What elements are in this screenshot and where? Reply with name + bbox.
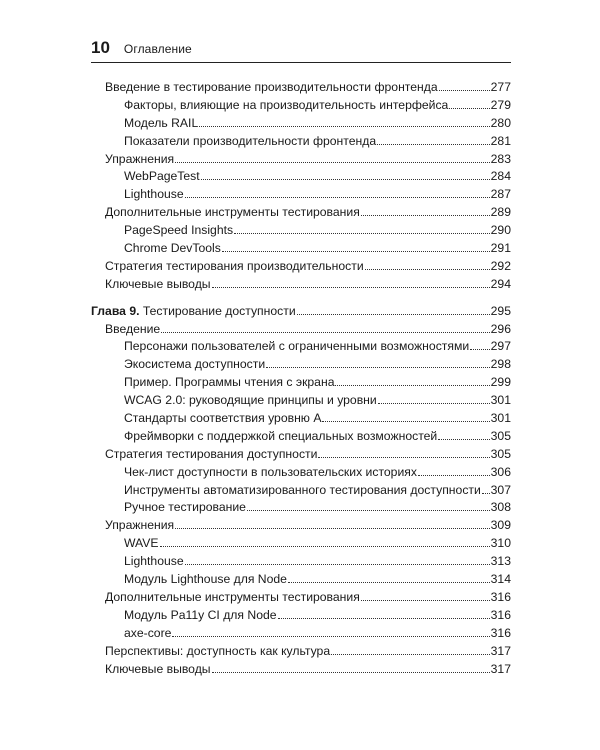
toc-entry-title: Экосистема доступности xyxy=(124,357,266,372)
toc-page-number: 291 xyxy=(490,241,511,256)
toc-subsection-entry xyxy=(91,98,511,116)
dot-leader xyxy=(201,179,490,180)
toc-subsection-entry xyxy=(91,223,511,241)
toc-page-number: 316 xyxy=(490,589,511,604)
toc-page-number: 290 xyxy=(490,223,511,238)
toc-entry-title: WCAG 2.0: руководящие принципы и уровни xyxy=(124,393,377,408)
dot-leader xyxy=(377,144,490,145)
dot-leader xyxy=(449,108,489,109)
toc-entry-title: Модуль Pa11y CI для Node xyxy=(124,607,277,622)
toc-entry-title: Lighthouse xyxy=(124,187,184,202)
toc-page-number: 313 xyxy=(490,554,511,569)
toc-subsection-entry xyxy=(91,572,511,590)
toc-entry-title: WebPageTest xyxy=(124,169,200,184)
dot-leader xyxy=(161,332,489,333)
toc-entry-title: Ключевые выводы xyxy=(105,276,211,291)
toc-section-entry xyxy=(91,205,511,223)
toc-subsection-entry xyxy=(91,483,511,501)
toc-entry-title: Дополнительные инструменты тестирования xyxy=(105,589,360,604)
toc-entry-title: Ключевые выводы xyxy=(105,661,211,676)
toc-page-number: 307 xyxy=(490,482,511,497)
page-header xyxy=(91,38,511,60)
toc-page-number: 294 xyxy=(490,276,511,291)
toc-page-number: 317 xyxy=(490,643,511,658)
toc-subsection-entry xyxy=(91,554,511,572)
toc-entry-title: axe-core xyxy=(124,625,172,640)
dot-leader xyxy=(234,233,490,234)
toc-subsection-entry xyxy=(91,357,511,375)
toc-entry-title: Введение в тестирование производительности фронтенда xyxy=(105,80,438,94)
toc-page-number: 281 xyxy=(490,133,511,148)
toc-page-number: 317 xyxy=(490,661,511,676)
toc-subsection-entry xyxy=(91,393,511,411)
toc-section-entry xyxy=(91,152,511,170)
dot-leader xyxy=(212,672,490,673)
dot-leader xyxy=(361,600,490,601)
dot-leader xyxy=(322,421,489,422)
toc-entry-title: WAVE xyxy=(124,536,159,551)
toc-subsection-entry xyxy=(91,187,511,205)
toc-page-number: 310 xyxy=(490,536,511,551)
page-number: 10 xyxy=(91,38,110,57)
toc-section-entry xyxy=(91,644,511,662)
toc-page-number: 277 xyxy=(490,80,511,94)
toc-page-number: 305 xyxy=(490,446,511,461)
dot-leader xyxy=(222,251,490,252)
dot-leader xyxy=(361,215,490,216)
toc-section-entry xyxy=(91,80,511,98)
toc-section-entry xyxy=(91,590,511,608)
toc-page-number: 316 xyxy=(490,607,511,622)
dot-leader xyxy=(470,349,489,350)
toc-page-number: 283 xyxy=(490,151,511,166)
toc-entry-title: Перспективы: доступность как культура xyxy=(105,643,331,658)
toc-entry-title: Введение xyxy=(105,321,161,336)
toc-page-number: 306 xyxy=(490,464,511,479)
toc-page-number: 280 xyxy=(490,115,511,130)
toc-page-number: 297 xyxy=(490,339,511,354)
toc-subsection-entry xyxy=(91,241,511,259)
dot-leader xyxy=(318,457,489,458)
toc-page-number: 284 xyxy=(490,169,511,184)
toc-subsection-entry xyxy=(91,375,511,393)
chapter-title: Тестирование доступности xyxy=(139,303,296,318)
toc-entry-title: Показатели производительности фронтенда xyxy=(124,133,377,148)
toc-page-number: 309 xyxy=(490,518,511,533)
toc-entry-title: PageSpeed Insights xyxy=(124,223,234,238)
dot-leader xyxy=(378,403,490,404)
dot-leader xyxy=(482,493,490,494)
toc-page-number: 298 xyxy=(490,357,511,372)
toc-subsection-entry xyxy=(91,608,511,626)
toc-page-number: 308 xyxy=(490,500,511,515)
toc-page-number: 295 xyxy=(490,303,511,318)
toc-subsection-entry xyxy=(91,429,511,447)
header-divider xyxy=(91,62,511,63)
toc-page-number: 301 xyxy=(490,393,511,408)
dot-leader xyxy=(247,510,490,511)
toc-entry-title: Упражнения xyxy=(105,151,175,166)
toc-subsection-entry xyxy=(91,626,511,644)
toc-entry-title: Модель RAIL xyxy=(124,115,199,130)
dot-leader xyxy=(199,126,489,127)
dot-leader xyxy=(438,439,489,440)
toc-entry-title: Ручное тестирование xyxy=(124,500,246,515)
toc-entry-title: Пример. Программы чтения с экрана xyxy=(124,375,335,390)
dot-leader xyxy=(331,654,490,655)
dot-leader xyxy=(365,269,490,270)
dot-leader xyxy=(160,546,490,547)
toc-subsection-entry xyxy=(91,169,511,187)
toc-page-number: 316 xyxy=(490,625,511,640)
toc-entry-title: Упражнения xyxy=(105,518,175,533)
toc-subsection-entry xyxy=(91,116,511,134)
toc-entry-title: Модуль Lighthouse для Node xyxy=(124,572,287,587)
toc-page-number: 301 xyxy=(490,411,511,426)
dot-leader xyxy=(288,582,490,583)
toc-subsection-entry xyxy=(91,465,511,483)
chapter-number: Глава 9. xyxy=(91,303,140,318)
toc-section-entry xyxy=(91,277,511,295)
toc-page-number: 292 xyxy=(490,258,511,273)
dot-leader xyxy=(185,197,490,198)
toc-entry-title: Факторы, влияющие на производительность интерфейса xyxy=(124,97,449,112)
dot-leader xyxy=(297,314,490,315)
table-of-contents xyxy=(91,80,511,679)
toc-entry-title: Чек-лист доступности в пользовательских историях xyxy=(124,464,417,479)
dot-leader xyxy=(266,367,490,368)
dot-leader xyxy=(439,90,490,91)
toc-section-entry xyxy=(91,662,511,680)
toc-page-number: 289 xyxy=(490,205,511,220)
toc-section-entry xyxy=(91,259,511,277)
dot-leader xyxy=(278,618,490,619)
toc-subsection-entry xyxy=(91,134,511,152)
toc-page-number: 279 xyxy=(490,97,511,112)
toc-page-number: 305 xyxy=(490,428,511,443)
toc-entry-title: Фреймворки с поддержкой специальных возможностей xyxy=(124,428,438,443)
dot-leader xyxy=(175,162,490,163)
toc-subsection-entry xyxy=(91,411,511,429)
dot-leader xyxy=(335,385,489,386)
toc-entry-title: Lighthouse xyxy=(124,554,184,569)
toc-page-number: 299 xyxy=(490,375,511,390)
toc-subsection-entry xyxy=(91,339,511,357)
toc-entry-title: Chrome DevTools xyxy=(124,241,221,256)
toc-page-number: 314 xyxy=(490,572,511,587)
dot-leader xyxy=(185,564,490,565)
toc-section-entry xyxy=(91,518,511,536)
toc-entry-title: Дополнительные инструменты тестирования xyxy=(105,205,360,220)
toc-page-number: 296 xyxy=(490,321,511,336)
toc-entry-title: Стратегия тестирования доступности xyxy=(105,446,318,461)
toc-entry-title: Стандарты соответствия уровню A xyxy=(124,411,322,426)
toc-page-number: 287 xyxy=(490,187,511,202)
toc-chapter-entry xyxy=(91,304,511,322)
toc-section-entry xyxy=(91,322,511,340)
dot-leader xyxy=(418,475,490,476)
dot-leader xyxy=(212,287,490,288)
toc-subsection-entry xyxy=(91,500,511,518)
toc-entry-title: Инструменты автоматизированного тестирования доступности xyxy=(124,482,481,497)
toc-entry-title: Стратегия тестирования производительности xyxy=(105,258,364,273)
toc-entry-title: Персонажи пользователей с ограниченными возможностями xyxy=(124,339,470,354)
dot-leader xyxy=(175,528,490,529)
dot-leader xyxy=(172,636,489,637)
toc-entry-title xyxy=(91,304,296,318)
running-title: Оглавление xyxy=(123,42,192,56)
toc-section-entry xyxy=(91,447,511,465)
toc-subsection-entry xyxy=(91,536,511,554)
